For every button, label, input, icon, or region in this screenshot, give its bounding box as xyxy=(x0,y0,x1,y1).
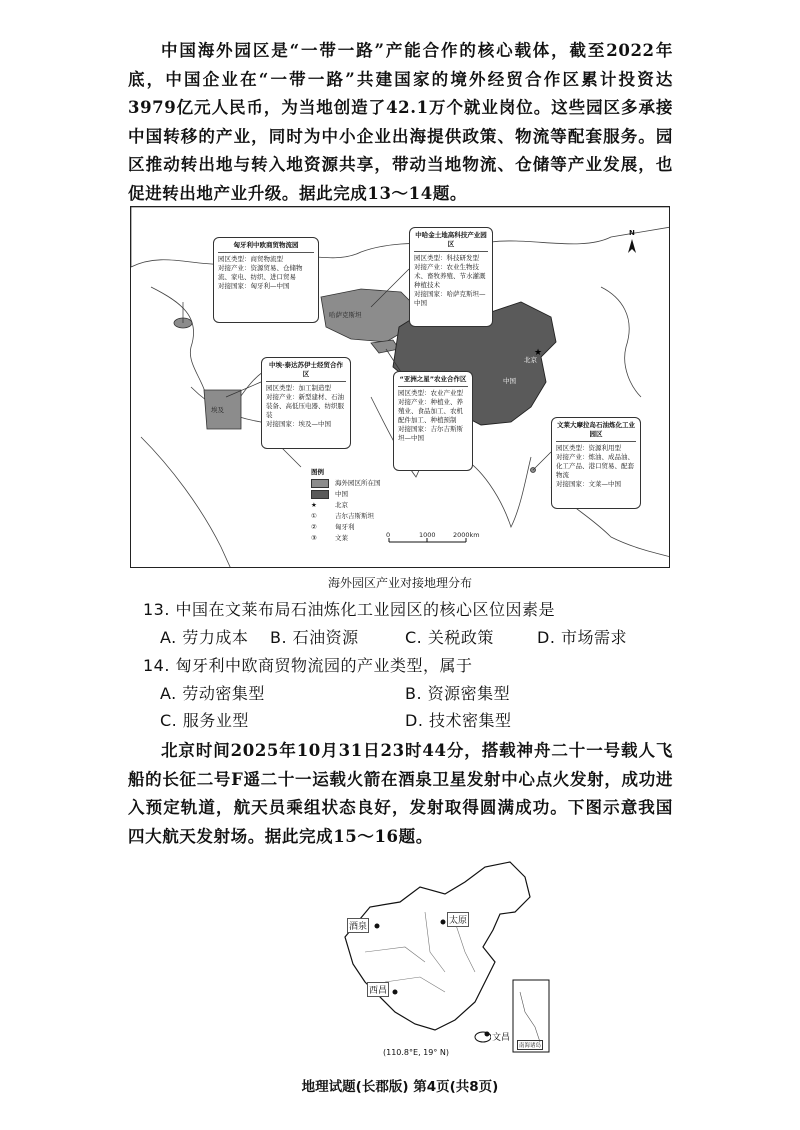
callout-body: 园区类型：加工制造型 对接产业：新型建材、石油装备、高低压电器、纺织服装 对接国家：埃及—中国 xyxy=(266,384,344,428)
q13-option-b: B. 石油资源 xyxy=(270,628,359,647)
map-caption: 海外园区产业对接地理分布 xyxy=(327,576,472,590)
site-xichang: 西昌 xyxy=(367,982,389,997)
legend-row xyxy=(311,489,381,500)
legend-label: 文莱 xyxy=(335,534,348,542)
callout-hungary xyxy=(213,237,319,323)
china-outline xyxy=(345,862,530,1030)
callout-body: 园区类型：资源利用型 对接产业：炼油、成品油、化工产品、港口贸易、配套物流 对接国家：文莱—中国 xyxy=(556,444,634,488)
q14-option-b: B. 资源密集型 xyxy=(405,684,511,703)
legend-label: 匈牙利 xyxy=(335,523,355,531)
legend-label: 吉尔吉斯斯坦 xyxy=(335,512,374,520)
taiyuan-dot xyxy=(441,920,446,925)
page-footer: 地理试题(长郡版) 第4页(共8页) xyxy=(301,1079,499,1095)
q14-option-a: A. 劳动密集型 xyxy=(160,684,265,703)
callout-title: “亚洲之星”农业合作区 xyxy=(398,375,468,387)
site-jiuquan: 酒泉 xyxy=(347,918,369,933)
site-taiyuan: 太原 xyxy=(447,912,469,927)
question-13-stem: 13. 中国在文莱布局石油炼化工业园区的核心区位因素是 xyxy=(143,600,556,619)
legend-row xyxy=(311,522,381,533)
china-outline-map xyxy=(325,852,565,1060)
callout-kazakhstan xyxy=(409,227,493,327)
scale-mid: 1000 xyxy=(419,531,436,539)
launch-sites-map xyxy=(325,852,565,1060)
label-beijing: 北京 xyxy=(524,356,537,364)
kyrgyzstan-shape xyxy=(371,340,399,353)
north-arrow-icon xyxy=(628,239,636,253)
callout-body: 园区类型：商贸物流型 对接产业：资源贸易、仓储物流、家电、纺织、进口贸易 对接国家：匈牙利—中国 xyxy=(218,255,303,290)
map-legend xyxy=(311,467,381,544)
callout-title: 中哈金土地高科技产业园区 xyxy=(414,231,488,252)
callout-title: 匈牙利中欧商贸物流园 xyxy=(218,241,314,253)
legend-row xyxy=(311,478,381,489)
question-14-stem: 14. 匈牙利中欧商贸物流园的产业类型，属于 xyxy=(143,656,473,675)
intro-text-1: 中国海外园区是“一带一路”产能合作的核心载体，截至2022年底，中国企业在“一带一路”共建国家的境外经贸合作区累计投资达3979亿元人民币，为当地创造了42.1万个就业岗位。这些园区多承接中国转移的产业，同时为中小企业出海提供政策、物流等配套服务。园区推动转出地与转入地资源共享，带动当地物流、仓储等产业发展，也促进转出地产业升级。据此完成13～14题。 xyxy=(128,41,673,203)
overseas-park-map xyxy=(130,206,670,568)
label-kazakhstan: 哈萨克斯坦 xyxy=(329,311,362,319)
jiuquan-dot xyxy=(375,924,380,929)
callout-egypt xyxy=(261,357,351,449)
q13-option-d: D. 市场需求 xyxy=(537,628,627,647)
legend-title: 图例 xyxy=(311,468,324,476)
intro-paragraph-2 xyxy=(128,737,673,851)
callout-title: 文莱大摩拉岛石油炼化工业园区 xyxy=(556,421,636,442)
callout-body: 园区类型：农业产业型 对接产业：种植业、养殖业、食品加工、农机配件加工、种植预制 对接国家：吉尔吉斯斯坦—中国 xyxy=(398,389,463,442)
scale-end: 2000km xyxy=(453,531,480,539)
legend-mark: ③ xyxy=(311,534,317,542)
callout-body: 园区类型：科技研发型 对接产业：农业生物技术、畜牧养殖、节水灌溉种植技术 对接国家：哈萨克斯坦—中国 xyxy=(414,254,486,307)
wenchang-coordinate: (110.8°E, 19° N) xyxy=(383,1048,449,1057)
site-wenchang: 文昌 xyxy=(491,1030,511,1043)
legend-label: 中国 xyxy=(335,490,348,498)
legend-row xyxy=(311,511,381,522)
legend-row xyxy=(311,533,381,544)
callout-title: 中埃·泰达苏伊士经贸合作区 xyxy=(266,361,346,382)
beijing-star-icon: ★ xyxy=(534,348,543,358)
legend-label: 北京 xyxy=(335,501,348,509)
intro-text-2: 北京时间2025年10月31日23时44分，搭载神舟二十一号载人飞船的长征二号F遥二十一运载火箭在酒泉卫星发射中心点火发射，成功进入预定轨道，航天员乘组状态良好，发射取得圆满成功。下图示意我国四大航天发射场。据此完成15～16题。 xyxy=(128,741,673,846)
intro-paragraph-1 xyxy=(128,37,673,208)
inset-label: 南海诸岛 xyxy=(517,1040,543,1050)
legend-label: 海外园区所在国 xyxy=(335,479,381,487)
q13-option-a: A. 劳力成本 xyxy=(160,628,249,647)
q14-option-d: D. 技术密集型 xyxy=(405,711,512,730)
q14-option-c: C. 服务业型 xyxy=(160,711,249,730)
wenchang-dot xyxy=(485,1032,490,1037)
label-china: 中国 xyxy=(503,377,516,385)
legend-row: ★ 北京 xyxy=(311,501,348,509)
scale-zero: 0 xyxy=(386,531,391,539)
q13-option-c: C. 关税政策 xyxy=(405,628,494,647)
xichang-dot xyxy=(393,990,398,995)
legend-mark: ① xyxy=(311,512,317,520)
callout-kyrgyzstan xyxy=(393,371,473,471)
label-egypt: 埃及 xyxy=(211,406,224,414)
north-label: N xyxy=(629,229,635,237)
legend-mark: ② xyxy=(311,523,317,531)
callout-brunei xyxy=(551,417,641,509)
